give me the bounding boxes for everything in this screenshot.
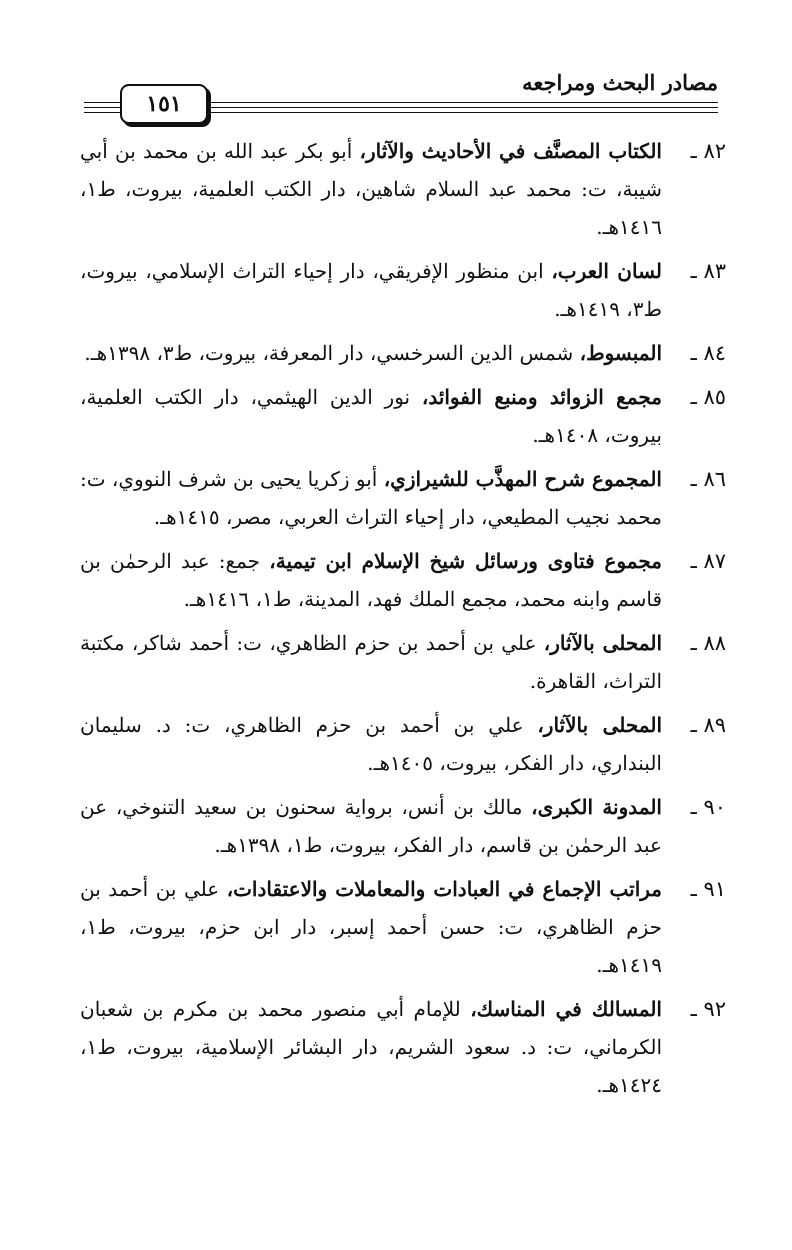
entry-text xyxy=(80,334,662,372)
bibliography-entry xyxy=(80,624,726,700)
bibliography-entry xyxy=(80,460,726,536)
entry-title: مراتب الإجماع في العبادات والمعاملات والاعتقادات، xyxy=(226,877,662,901)
entry-number: ٨٧ ـ xyxy=(690,549,726,573)
bibliography-entry xyxy=(80,706,726,782)
bibliography-entry xyxy=(80,870,726,984)
entry-number: ٨٨ ـ xyxy=(690,631,726,655)
bibliography-entry xyxy=(80,542,726,618)
entry-number: ٨٤ ـ xyxy=(690,341,726,365)
entry-text xyxy=(80,624,662,700)
entry-details: ابن منظور الإفريقي، دار إحياء التراث الإسلامي، بيروت، ط٣، ١٤١٩هـ. xyxy=(80,259,662,321)
entry-title: المحلى بالآثار، xyxy=(537,713,663,737)
bibliography-list xyxy=(80,132,726,1104)
bibliography-entry xyxy=(80,132,726,246)
entry-number: ٨٢ ـ xyxy=(690,139,726,163)
entry-details: للإمام أبي منصور محمد بن مكرم بن شعبان الكرماني، ت: د. سعود الشريم، دار البشائر الإسلامية، بيروت، ط١، ١٤٢٤هـ. xyxy=(80,997,662,1097)
entry-text xyxy=(80,378,662,454)
bibliography-entry xyxy=(80,990,726,1104)
entry-title: مجموع فتاوى ورسائل شيخ الإسلام ابن تيمية، xyxy=(269,549,662,573)
entry-text xyxy=(80,132,662,246)
page-number: ١٥١ xyxy=(120,84,208,124)
running-title: مصادر البحث ومراجعه xyxy=(522,70,718,95)
bibliography-entry xyxy=(80,378,726,454)
entry-details: جمع: عبد الرحمٰن بن قاسم وابنه محمد، مجمع الملك فهد، المدينة، ط١، ١٤١٦هـ. xyxy=(80,549,662,611)
entry-number: ٨٦ ـ xyxy=(690,467,726,491)
entry-number: ٩١ ـ xyxy=(690,877,726,901)
entry-details: نور الدين الهيثمي، دار الكتب العلمية، بيروت، ١٤٠٨هـ. xyxy=(80,385,662,447)
entry-title: المحلى بالآثار، xyxy=(543,631,662,655)
entry-text xyxy=(80,252,662,328)
entry-details: أبو بكر عبد الله بن محمد بن أبي شيبة، ت: محمد عبد السلام شاهين، دار الكتب العلمية، بيروت، ط١، ١٤١٦هـ. xyxy=(80,139,662,239)
bibliography-entry xyxy=(80,252,726,328)
entry-text xyxy=(80,460,662,536)
entry-text xyxy=(80,542,662,618)
entry-title: المسالك في المناسك، xyxy=(470,997,662,1021)
entry-details: مالك بن أنس، برواية سحنون بن سعيد التنوخي، عن عبد الرحمٰن بن قاسم، دار الفكر، بيروت، ط١، ١٣٩٨هـ. xyxy=(80,795,662,857)
entry-number: ٨٣ ـ xyxy=(690,259,726,283)
entry-number: ٩٠ ـ xyxy=(690,795,726,819)
entry-text xyxy=(80,870,662,984)
entry-details: علي بن أحمد بن حزم الظاهري، ت: أحمد شاكر، مكتبة التراث، القاهرة. xyxy=(80,631,662,693)
entry-title: المدونة الكبرى، xyxy=(531,795,662,819)
entry-number: ٨٩ ـ xyxy=(690,713,726,737)
entry-details: علي بن أحمد بن حزم الظاهري، ت: حسن أحمد إسبر، دار ابن حزم، بيروت، ط١، ١٤١٩هـ. xyxy=(80,877,662,977)
entry-details: أبو زكريا يحيى بن شرف النووي، ت: محمد نجيب المطيعي، دار إحياء التراث العربي، مصر، ١٤١٥هـ. xyxy=(80,467,662,529)
entry-text xyxy=(80,990,662,1104)
entry-title: المجموع شرح المهذَّب للشيرازي، xyxy=(383,467,662,491)
entry-title: لسان العرب، xyxy=(551,259,662,283)
bibliography-entry xyxy=(80,788,726,864)
entry-text xyxy=(80,788,662,864)
entry-details: علي بن أحمد بن حزم الظاهري، ت: د. سليمان البنداري، دار الفكر، بيروت، ١٤٠٥هـ. xyxy=(80,713,662,775)
entry-title: الكتاب المصنَّف في الأحاديث والآثار، xyxy=(359,139,662,163)
entry-text xyxy=(80,706,662,782)
bibliography-entry xyxy=(80,334,726,372)
entry-number: ٩٢ ـ xyxy=(690,997,726,1021)
entry-title: المبسوط، xyxy=(579,341,662,365)
entry-title: مجمع الزوائد ومنبع الفوائد، xyxy=(421,385,663,409)
entry-details: شمس الدين السرخسي، دار المعرفة، بيروت، ط٣، ١٣٩٨هـ. xyxy=(84,341,580,365)
entry-number: ٨٥ ـ xyxy=(690,385,726,409)
page-header xyxy=(80,60,726,132)
